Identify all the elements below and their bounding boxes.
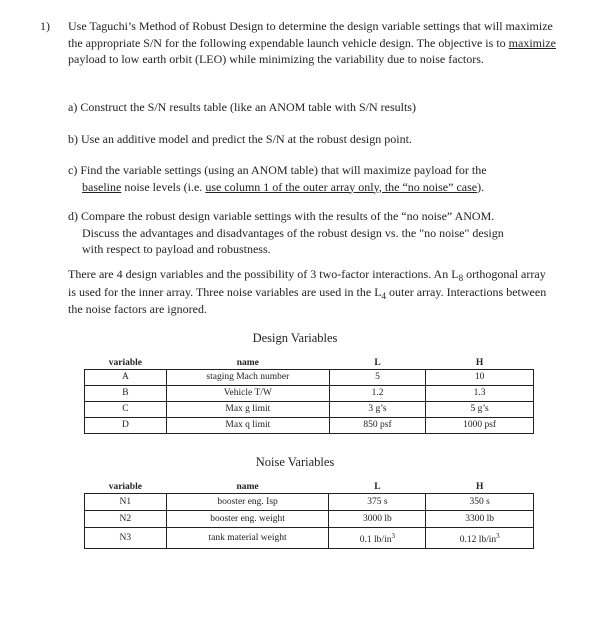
header-high: H — [426, 358, 534, 370]
cell-low: 375 s — [329, 494, 426, 511]
cell-high: 1000 psf — [426, 418, 534, 434]
question-number: 1) — [40, 19, 50, 33]
part-c-line1: c) Find the variable settings (using an ANOM table) that will maximize payload for the — [68, 163, 487, 177]
cell-low: 3 g’s — [329, 402, 425, 418]
intro-paragraph — [68, 266, 548, 318]
unit-exponent: 3 — [496, 532, 500, 540]
cell-high: 3300 lb — [426, 511, 534, 528]
part-d — [68, 208, 538, 258]
cell-variable: A — [85, 370, 167, 386]
header-high: H — [426, 482, 534, 494]
cell-variable: N1 — [85, 494, 167, 511]
table-header-row — [85, 482, 534, 494]
cell-high: 5 g’s — [426, 402, 534, 418]
table-row — [85, 494, 534, 511]
cell-high: 350 s — [426, 494, 534, 511]
cell-name: staging Mach number — [166, 370, 329, 386]
unit-exponent: 3 — [391, 532, 395, 540]
cell-variable: C — [85, 402, 167, 418]
cell-high: 10 — [426, 370, 534, 386]
header-low: L — [329, 358, 425, 370]
part-c — [68, 162, 538, 195]
cell-low: 850 psf — [329, 418, 425, 434]
cell-variable: N3 — [85, 528, 167, 549]
intro-text: There are 4 design variables and the possibility of 3 two-factor interactions. An L — [68, 267, 459, 281]
noise-table-title: Noise Variables — [255, 455, 335, 469]
question-text-part: Use Taguchi’s Method of Robust Design to determine the design variable settings that will maximize the appropriate S/N for the following expendable launch vehicle design. The objective is to — [68, 19, 553, 50]
question-1 — [40, 18, 560, 68]
cell-variable: N2 — [85, 511, 167, 528]
intro-text: orthogonal array is used for the inner array. Three noise variables are used in the L — [68, 267, 546, 299]
cell-low-value: 0.1 lb/in — [359, 535, 392, 546]
part-c-text: ). — [477, 179, 485, 194]
part-c-underlined: baseline — [82, 179, 122, 194]
part-d-line1: d) Compare the robust design variable settings with the results of the “no noise” ANOM. — [68, 209, 495, 223]
header-variable: variable — [85, 358, 167, 370]
part-d-line3: with respect to payload and robustness. — [82, 242, 271, 256]
cell-low: 5 — [329, 370, 425, 386]
table-row — [85, 402, 534, 418]
question-underlined-word: maximize — [508, 35, 556, 50]
cell-variable: D — [85, 418, 167, 434]
cell-name: Vehicle T/W — [166, 386, 329, 402]
table-row — [85, 370, 534, 386]
design-variables-table — [84, 358, 534, 434]
header-name: name — [166, 358, 329, 370]
table-row — [85, 528, 534, 549]
cell-high-value: 0.12 lb/in — [459, 535, 497, 546]
table-header-row — [85, 358, 534, 370]
noise-variables-table — [84, 482, 534, 549]
cell-name: booster eng. Isp — [166, 494, 329, 511]
question-text-part: payload to low earth orbit (LEO) while minimizing the variability due to noise factors. — [68, 52, 484, 66]
cell-high — [426, 528, 534, 549]
table-row — [85, 511, 534, 528]
cell-name: booster eng. weight — [166, 511, 329, 528]
part-a: a) Construct the S/N results table (like an ANOM table with S/N results) — [68, 100, 416, 114]
part-c-underlined: use column 1 of the outer array only, the “no noise” case — [205, 179, 478, 194]
part-c-text: noise levels (i.e. — [121, 179, 206, 194]
header-name: name — [166, 482, 329, 494]
cell-high: 1.3 — [426, 386, 534, 402]
part-d-line2: Discuss the advantages and disadvantages of the robust design vs. the "no noise" design — [82, 225, 504, 240]
intro-text: outer array. Interactions between the noise factors are ignored. — [68, 284, 547, 316]
intro-subscript: 4 — [381, 290, 387, 301]
cell-low: 3000 lb — [329, 511, 426, 528]
cell-name: Max g limit — [166, 402, 329, 418]
table-row — [85, 386, 534, 402]
cell-name: tank material weight — [166, 528, 329, 549]
intro-subscript: 8 — [458, 273, 464, 283]
part-c-line2 — [82, 179, 538, 196]
cell-low: 1.2 — [329, 386, 425, 402]
cell-low — [329, 528, 426, 549]
design-table-title: Design Variables — [252, 331, 338, 345]
part-b: b) Use an additive model and predict the S/N at the robust design point. — [68, 132, 412, 146]
question-text — [68, 18, 560, 68]
cell-name: Max q limit — [166, 418, 329, 434]
header-variable: variable — [85, 482, 167, 494]
table-row — [85, 418, 534, 434]
cell-variable: B — [85, 386, 167, 402]
header-low: L — [329, 482, 426, 494]
